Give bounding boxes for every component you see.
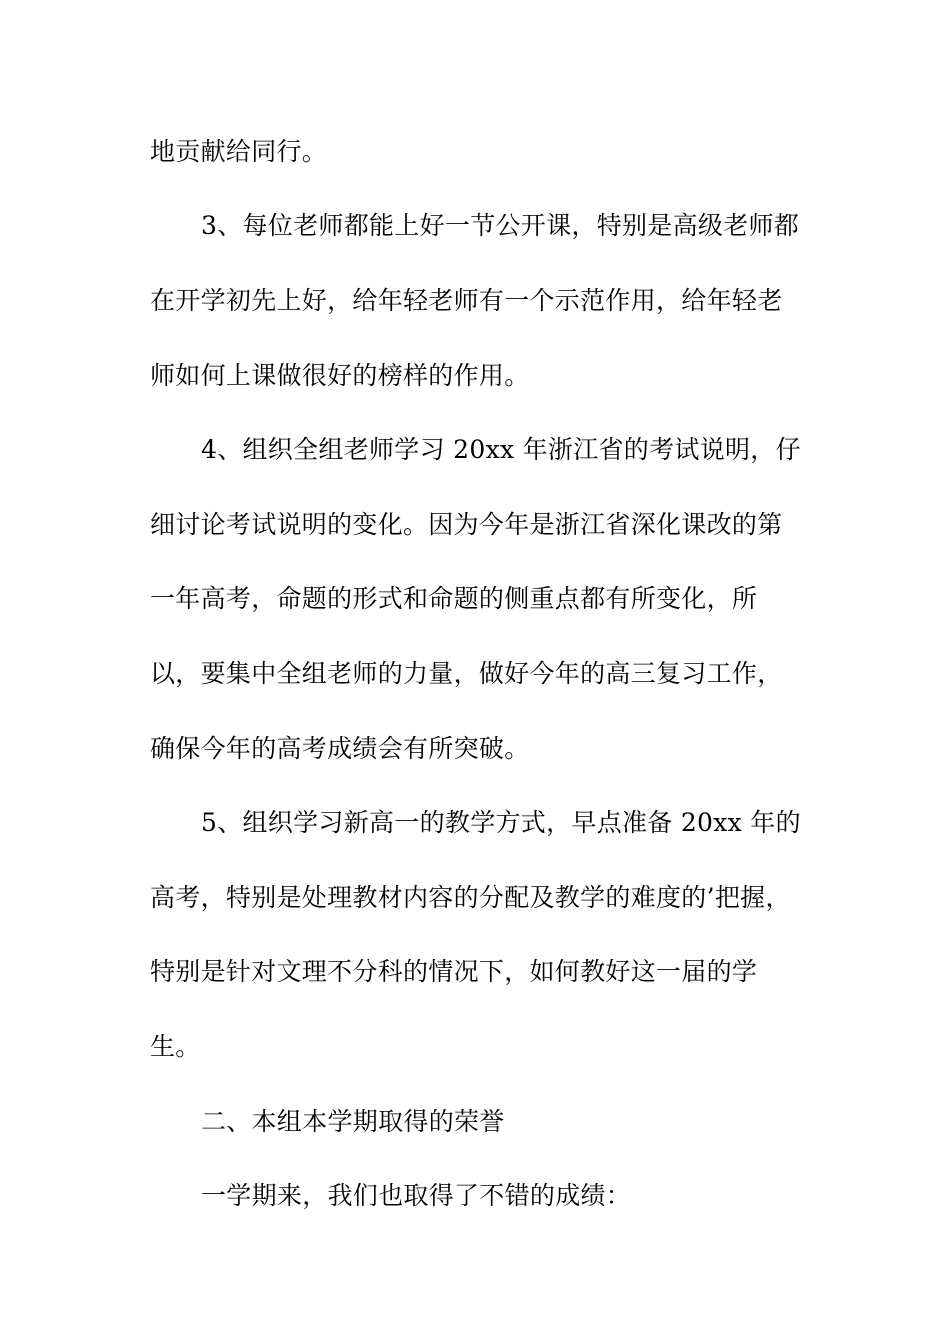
paragraph-line: 在开学初先上好，给年轻老师有一个示范作用，给年轻老 [150,286,783,315]
paragraph-line: 地贡献给同行。 [150,137,328,166]
paragraph-line: 以，要集中全组老师的力量，做好今年的高三复习工作， [150,659,783,688]
paragraph-line: 确保今年的高考成绩会有所突破。 [150,734,530,763]
paragraph-line: 4、组织全组老师学习 20xx 年浙江省的考试说明，仔 [201,435,801,464]
paragraph-line: 师如何上课做很好的榜样的作用。 [150,361,530,390]
paragraph-line: 3、每位老师都能上好一节公开课，特别是高级老师都 [201,211,800,240]
paragraph-line: 5、组织学习新高一的教学方式，早点准备 20xx 年的 [201,808,801,837]
paragraph-line: 高考，特别是处理教材内容的分配及教学的难度的’把握， [150,883,791,912]
section-heading: 二、本组本学期取得的荣誉 [201,1107,505,1136]
paragraph-line: 一学期来，我们也取得了不错的成绩： [201,1181,632,1210]
paragraph-line: 特别是针对文理不分科的情况下，如何教好这一届的学 [150,957,758,986]
paragraph-line: 细讨论考试说明的变化。因为今年是浙江省深化课改的第 [150,510,783,539]
paragraph-line: 一年高考，命题的形式和命题的侧重点都有所变化，所 [150,584,758,613]
paragraph-line: 生。 [150,1032,201,1061]
